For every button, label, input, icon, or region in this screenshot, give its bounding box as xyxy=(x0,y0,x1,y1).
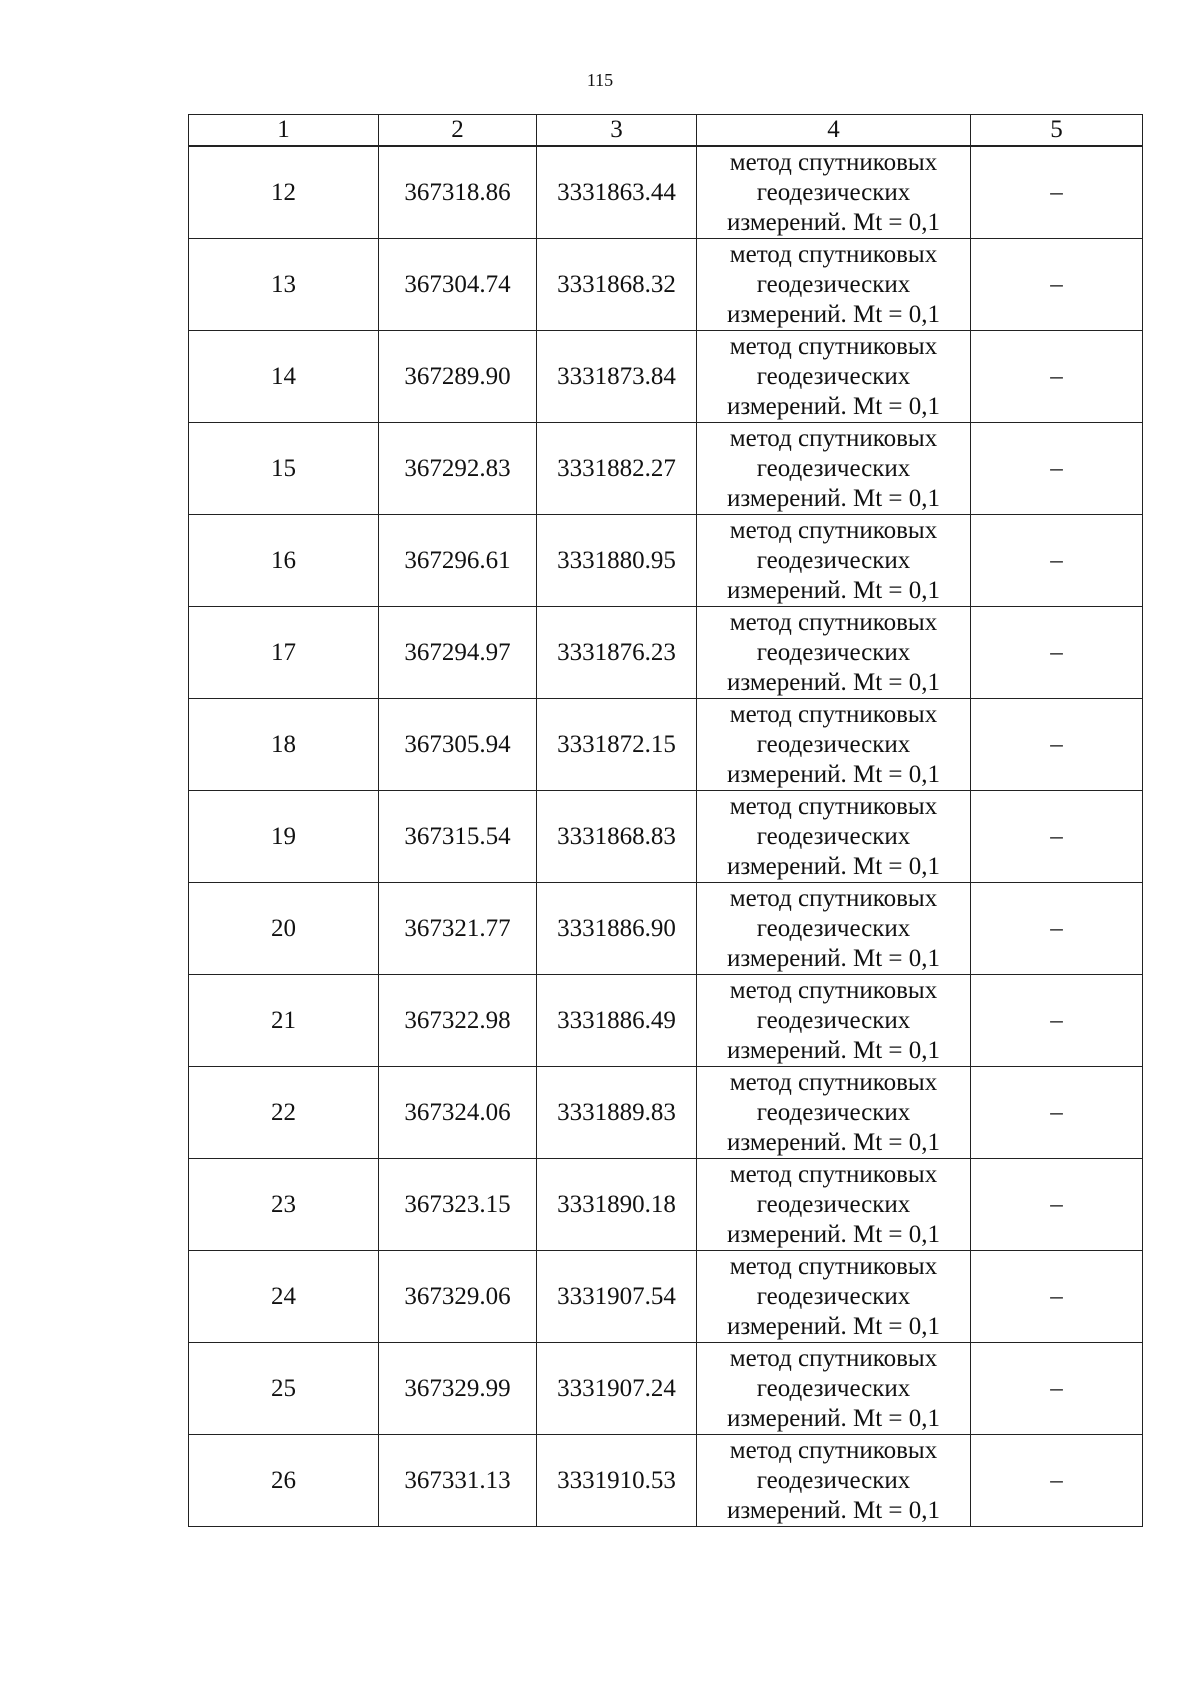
note-cell: – xyxy=(971,1435,1143,1527)
y-coordinate-cell: 3331910.53 xyxy=(537,1435,697,1527)
table-row xyxy=(189,239,1143,331)
point-number-cell: 18 xyxy=(189,699,379,791)
method-cell xyxy=(697,146,971,239)
method-line: измерений. Mt = 0,1 xyxy=(726,1220,941,1248)
table-row xyxy=(189,607,1143,699)
method-line: метод спутниковых xyxy=(729,1252,938,1280)
point-number-cell: 21 xyxy=(189,975,379,1067)
method-line: геодезических xyxy=(756,1466,911,1494)
y-coordinate-cell: 3331873.84 xyxy=(537,331,697,423)
method-line: геодезических xyxy=(756,822,911,850)
method-line: метод спутниковых xyxy=(729,1344,938,1372)
method-cell xyxy=(697,883,971,975)
column-header-5: 5 xyxy=(971,115,1143,147)
x-coordinate-cell: 367304.74 xyxy=(379,239,537,331)
column-header-4: 4 xyxy=(697,115,971,147)
x-coordinate-cell: 367294.97 xyxy=(379,607,537,699)
table-row xyxy=(189,975,1143,1067)
column-header-3: 3 xyxy=(537,115,697,147)
note-cell: – xyxy=(971,1159,1143,1251)
x-coordinate-cell: 367315.54 xyxy=(379,791,537,883)
method-line: геодезических xyxy=(756,1282,911,1310)
x-coordinate-cell: 367305.94 xyxy=(379,699,537,791)
column-header-1: 1 xyxy=(189,115,379,147)
table-row xyxy=(189,1159,1143,1251)
method-line: геодезических xyxy=(756,546,911,574)
method-line: метод спутниковых xyxy=(729,516,938,544)
method-line: измерений. Mt = 0,1 xyxy=(726,1312,941,1340)
method-line: измерений. Mt = 0,1 xyxy=(726,668,941,696)
header-row xyxy=(189,115,1143,147)
point-number-cell: 17 xyxy=(189,607,379,699)
method-line: измерений. Mt = 0,1 xyxy=(726,944,941,972)
point-number-cell: 19 xyxy=(189,791,379,883)
method-line: геодезических xyxy=(756,178,911,206)
x-coordinate-cell: 367323.15 xyxy=(379,1159,537,1251)
y-coordinate-cell: 3331872.15 xyxy=(537,699,697,791)
point-number-cell: 23 xyxy=(189,1159,379,1251)
y-coordinate-cell: 3331890.18 xyxy=(537,1159,697,1251)
method-line: измерений. Mt = 0,1 xyxy=(726,852,941,880)
note-cell: – xyxy=(971,791,1143,883)
table-row xyxy=(189,146,1143,239)
table-body xyxy=(189,146,1143,1527)
note-cell: – xyxy=(971,423,1143,515)
method-cell xyxy=(697,975,971,1067)
note-cell: – xyxy=(971,1343,1143,1435)
x-coordinate-cell: 367329.06 xyxy=(379,1251,537,1343)
y-coordinate-cell: 3331889.83 xyxy=(537,1067,697,1159)
method-line: измерений. Mt = 0,1 xyxy=(726,1404,941,1432)
point-number-cell: 26 xyxy=(189,1435,379,1527)
x-coordinate-cell: 367289.90 xyxy=(379,331,537,423)
note-cell: – xyxy=(971,607,1143,699)
point-number-cell: 12 xyxy=(189,146,379,239)
x-coordinate-cell: 367322.98 xyxy=(379,975,537,1067)
method-cell xyxy=(697,423,971,515)
method-line: измерений. Mt = 0,1 xyxy=(726,392,941,420)
coordinates-table xyxy=(188,114,1143,1527)
method-line: геодезических xyxy=(756,1374,911,1402)
x-coordinate-cell: 367318.86 xyxy=(379,146,537,239)
y-coordinate-cell: 3331868.83 xyxy=(537,791,697,883)
method-line: метод спутниковых xyxy=(729,976,938,1004)
note-cell: – xyxy=(971,515,1143,607)
method-line: геодезических xyxy=(756,270,911,298)
page-number: 115 xyxy=(586,70,614,90)
note-cell: – xyxy=(971,239,1143,331)
point-number-cell: 16 xyxy=(189,515,379,607)
point-number-cell: 24 xyxy=(189,1251,379,1343)
note-cell: – xyxy=(971,699,1143,791)
method-line: геодезических xyxy=(756,1098,911,1126)
point-number-cell: 14 xyxy=(189,331,379,423)
point-number-cell: 22 xyxy=(189,1067,379,1159)
table-row xyxy=(189,1251,1143,1343)
y-coordinate-cell: 3331868.32 xyxy=(537,239,697,331)
method-line: метод спутниковых xyxy=(729,1160,938,1188)
y-coordinate-cell: 3331886.90 xyxy=(537,883,697,975)
method-line: измерений. Mt = 0,1 xyxy=(726,1128,941,1156)
y-coordinate-cell: 3331886.49 xyxy=(537,975,697,1067)
x-coordinate-cell: 367296.61 xyxy=(379,515,537,607)
method-line: метод спутниковых xyxy=(729,1436,938,1464)
method-line: геодезических xyxy=(756,1190,911,1218)
method-cell xyxy=(697,331,971,423)
method-line: измерений. Mt = 0,1 xyxy=(726,484,941,512)
method-cell xyxy=(697,699,971,791)
note-cell: – xyxy=(971,975,1143,1067)
method-line: метод спутниковых xyxy=(729,424,938,452)
method-line: геодезических xyxy=(756,1006,911,1034)
table-row xyxy=(189,515,1143,607)
method-line: измерений. Mt = 0,1 xyxy=(726,208,941,236)
table-row xyxy=(189,699,1143,791)
point-number-cell: 20 xyxy=(189,883,379,975)
method-cell xyxy=(697,239,971,331)
column-header-2: 2 xyxy=(379,115,537,147)
method-cell xyxy=(697,1435,971,1527)
method-line: геодезических xyxy=(756,730,911,758)
method-line: метод спутниковых xyxy=(729,884,938,912)
table-row xyxy=(189,1343,1143,1435)
method-line: геодезических xyxy=(756,454,911,482)
method-line: геодезических xyxy=(756,362,911,390)
method-line: метод спутниковых xyxy=(729,700,938,728)
note-cell: – xyxy=(971,146,1143,239)
x-coordinate-cell: 367331.13 xyxy=(379,1435,537,1527)
point-number-cell: 25 xyxy=(189,1343,379,1435)
method-line: измерений. Mt = 0,1 xyxy=(726,300,941,328)
y-coordinate-cell: 3331907.24 xyxy=(537,1343,697,1435)
method-cell xyxy=(697,1159,971,1251)
method-line: метод спутниковых xyxy=(729,148,938,176)
table-row xyxy=(189,331,1143,423)
method-cell xyxy=(697,515,971,607)
method-line: метод спутниковых xyxy=(729,1068,938,1096)
method-line: метод спутниковых xyxy=(729,608,938,636)
y-coordinate-cell: 3331882.27 xyxy=(537,423,697,515)
table-row xyxy=(189,1435,1143,1527)
table-row xyxy=(189,791,1143,883)
method-line: метод спутниковых xyxy=(729,792,938,820)
point-number-cell: 15 xyxy=(189,423,379,515)
method-line: измерений. Mt = 0,1 xyxy=(726,760,941,788)
method-cell xyxy=(697,1067,971,1159)
x-coordinate-cell: 367329.99 xyxy=(379,1343,537,1435)
y-coordinate-cell: 3331876.23 xyxy=(537,607,697,699)
method-cell xyxy=(697,1251,971,1343)
y-coordinate-cell: 3331880.95 xyxy=(537,515,697,607)
y-coordinate-cell: 3331907.54 xyxy=(537,1251,697,1343)
method-line: метод спутниковых xyxy=(729,240,938,268)
point-number-cell: 13 xyxy=(189,239,379,331)
method-cell xyxy=(697,607,971,699)
method-line: метод спутниковых xyxy=(729,332,938,360)
table-header xyxy=(189,115,1143,147)
table-row xyxy=(189,883,1143,975)
method-cell xyxy=(697,791,971,883)
method-line: измерений. Mt = 0,1 xyxy=(726,1036,941,1064)
x-coordinate-cell: 367324.06 xyxy=(379,1067,537,1159)
table-row xyxy=(189,423,1143,515)
method-line: геодезических xyxy=(756,638,911,666)
y-coordinate-cell: 3331863.44 xyxy=(537,146,697,239)
x-coordinate-cell: 367292.83 xyxy=(379,423,537,515)
note-cell: – xyxy=(971,1251,1143,1343)
method-line: измерений. Mt = 0,1 xyxy=(726,1496,941,1524)
method-line: геодезических xyxy=(756,914,911,942)
method-line: измерений. Mt = 0,1 xyxy=(726,576,941,604)
note-cell: – xyxy=(971,1067,1143,1159)
x-coordinate-cell: 367321.77 xyxy=(379,883,537,975)
method-cell xyxy=(697,1343,971,1435)
note-cell: – xyxy=(971,331,1143,423)
table-row xyxy=(189,1067,1143,1159)
note-cell: – xyxy=(971,883,1143,975)
